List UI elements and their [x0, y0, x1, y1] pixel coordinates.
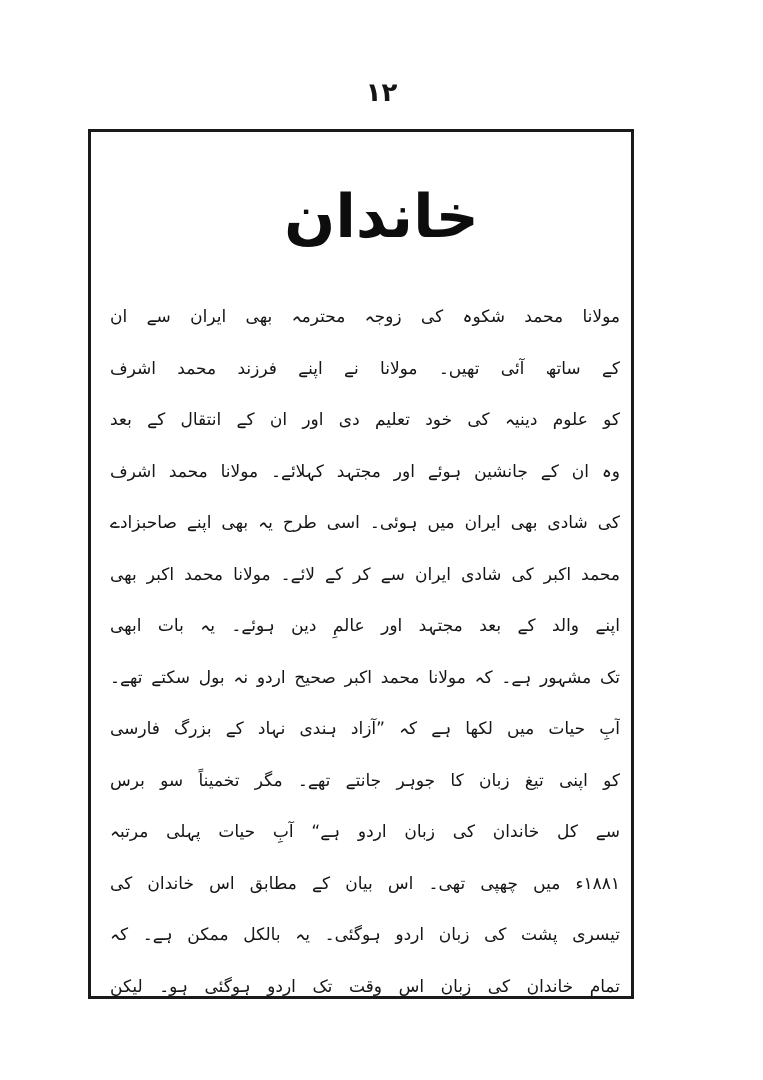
text-line: وہ ان کے جانشین ہوئے اور مجتہد کہلائے۔ مولانا محمد اشرف [110, 461, 620, 482]
text-line: محمد اکبر کی شادی ایران سے کر کے لائے۔ مولانا محمد اکبر بھی [110, 564, 620, 585]
chapter-title: خاندان [284, 182, 479, 252]
body-text [110, 292, 620, 1013]
text-line: تک مشہور ہے۔ کہ مولانا محمد اکبر صحیح اردو نہ بول سکتے تھے۔ [110, 667, 620, 688]
text-line: کو اپنی تیغ زبان کا جوہر جانتے تھے۔ مگر تخمیناً سو برس [110, 770, 620, 791]
text-line: تمام خاندان کی زبان اس وقت تک اردو ہوگئی ہو۔ لیکن [110, 976, 620, 997]
text-line: کے ساتھ آئی تھیں۔ مولانا نے اپنے فرزند محمد اشرف [110, 358, 620, 379]
text-line: مولانا محمد شکوہ کی زوجہ محترمہ بھی ایران سے ان [110, 307, 620, 327]
text-line: کو علوم دینیہ کی خود تعلیم دی اور ان کے انتقال کے بعد [110, 410, 620, 430]
page-number: ١٢ [365, 78, 398, 108]
text-line: تیسری پشت کی زبان اردو ہوگئی۔ یہ بالکل ممکن ہے۔ کہ [110, 925, 620, 945]
text-line: سے کل خاندان کی زبان اردو ہے“ آبِ حیات پہلی مرتبہ [110, 822, 620, 842]
text-line: کی شادی بھی ایران میں ہوئی۔ اسی طرح یہ بھی اپنے صاحبزادے [110, 513, 620, 533]
text-line: ۱۸۸۱ء میں چھپی تھی۔ اس بیان کے مطابق اس خاندان کی [110, 873, 620, 894]
text-line: آبِ حیات میں لکھا ہے کہ ”آزاد ہندی نہاد کے بزرگ فارسی [110, 719, 620, 739]
text-line: اپنے والد کے بعد مجتہد اور عالمِ دین ہوئے۔ یہ بات ابھی [110, 616, 620, 636]
